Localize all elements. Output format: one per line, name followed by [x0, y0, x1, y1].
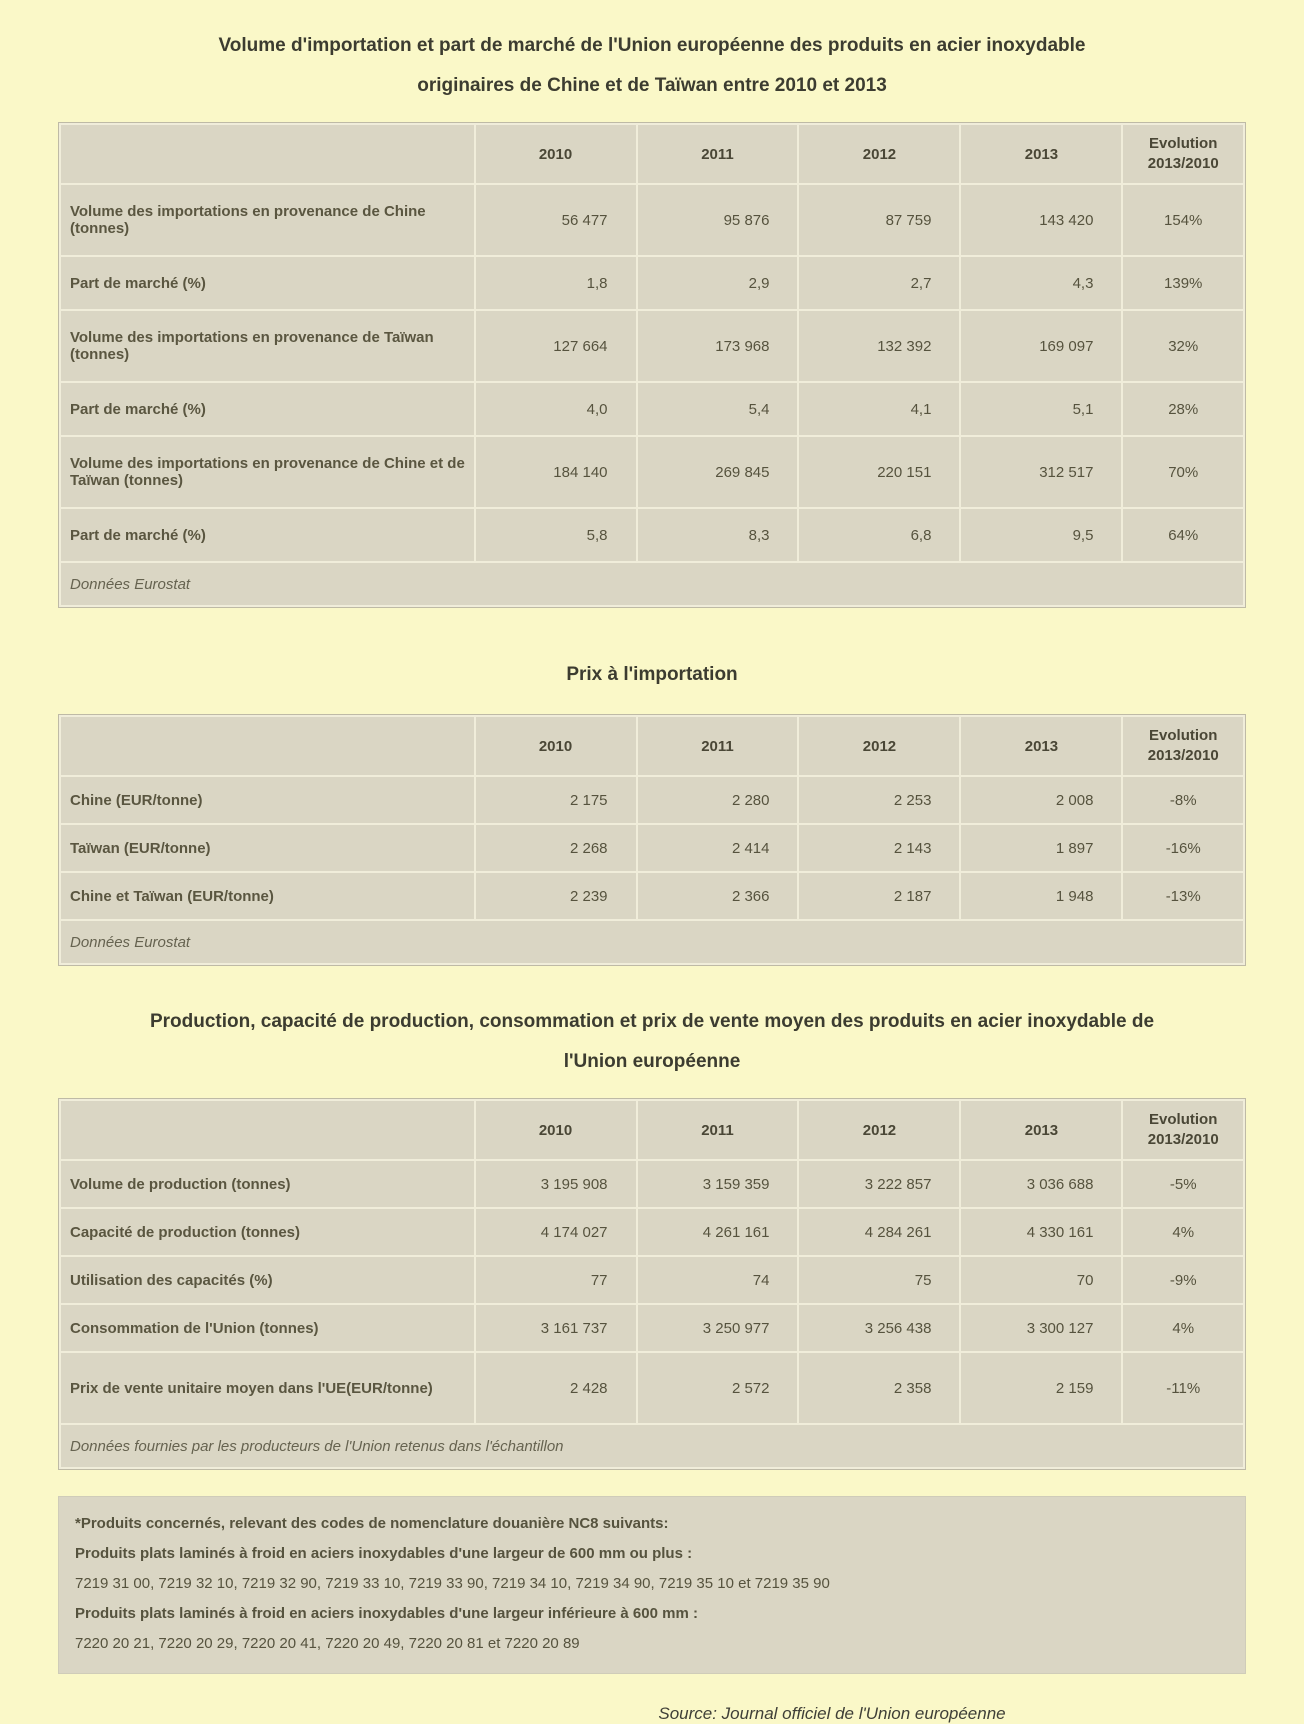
- value-2011: 2 366: [638, 873, 798, 919]
- value-2013: 2 008: [961, 777, 1121, 823]
- value-2012: 87 759: [799, 185, 959, 255]
- row-label: Consommation de l'Union (tonnes): [61, 1305, 474, 1351]
- table-row: [61, 1161, 1243, 1207]
- production-table-title-line1: Production, capacité de production, consommation et prix de vente moyen des produits en acier inoxydable de: [149, 1011, 1155, 1032]
- value-2013: 2 159: [961, 1353, 1121, 1423]
- value-evolution: 4%: [1123, 1305, 1243, 1351]
- table-source-note: Données fournies par les producteurs de l'Union retenus dans l'échantillon: [61, 1425, 1243, 1467]
- table-row: [61, 509, 1243, 561]
- row-label: Chine et Taïwan (EUR/tonne): [61, 873, 474, 919]
- value-2011: 74: [638, 1257, 798, 1303]
- value-evolution: -8%: [1123, 777, 1243, 823]
- table-row: [61, 873, 1243, 919]
- row-label: Volume des importations en provenance de Chine (tonnes): [61, 185, 474, 255]
- row-label: Part de marché (%): [61, 257, 474, 309]
- evolution-header-line1: Evolution: [1149, 727, 1218, 744]
- value-2012: 2 253: [799, 777, 959, 823]
- value-2010: 77: [476, 1257, 636, 1303]
- value-2011: 3 159 359: [638, 1161, 798, 1207]
- value-evolution: 64%: [1123, 509, 1243, 561]
- value-evolution: 32%: [1123, 311, 1243, 381]
- row-label: Capacité de production (tonnes): [61, 1209, 474, 1255]
- row-label: Part de marché (%): [61, 509, 474, 561]
- table-footer-row: [61, 921, 1243, 963]
- header-row: [61, 1101, 1243, 1159]
- value-2012: 3 222 857: [799, 1161, 959, 1207]
- nc8-codes-note: [58, 1496, 1246, 1674]
- table-footer-row: [61, 563, 1243, 605]
- value-2013: 4 330 161: [961, 1209, 1121, 1255]
- production-table: [58, 1098, 1246, 1470]
- value-evolution: -13%: [1123, 873, 1243, 919]
- table-row: [61, 257, 1243, 309]
- value-2011: 2 414: [638, 825, 798, 871]
- note-codes-wide: 7219 31 00, 7219 32 10, 7219 32 90, 7219 33 10, 7219 33 90, 7219 34 10, 7219 34 90, 7219 35 10 et 7219 35 90: [75, 1575, 830, 1592]
- table-source-note: Données Eurostat: [61, 563, 1243, 605]
- value-2013: 169 097: [961, 311, 1121, 381]
- value-2011: 2 280: [638, 777, 798, 823]
- corner-cell: [61, 1101, 474, 1159]
- value-2010: 1,8: [476, 257, 636, 309]
- row-label: Taïwan (EUR/tonne): [61, 825, 474, 871]
- value-evolution: 28%: [1123, 383, 1243, 435]
- corner-cell: [61, 717, 474, 775]
- value-2011: 269 845: [638, 437, 798, 507]
- note-heading: *Produits concernés, relevant des codes de nomenclature douanière NC8 suivants:: [75, 1515, 669, 1532]
- table-row: [61, 437, 1243, 507]
- value-2011: 4 261 161: [638, 1209, 798, 1255]
- col-header-2012: 2012: [799, 717, 959, 775]
- table-row: [61, 777, 1243, 823]
- value-2013: 1 897: [961, 825, 1121, 871]
- col-header-2010: 2010: [476, 125, 636, 183]
- table-row: [61, 311, 1243, 381]
- col-header-2010: 2010: [476, 717, 636, 775]
- note-products-narrow-label: Produits plats laminés à froid en aciers inoxydables d'une largeur inférieure à 600 mm :: [75, 1605, 698, 1622]
- value-2010: 2 239: [476, 873, 636, 919]
- row-label: Volume des importations en provenance de Chine et de Taïwan (tonnes): [61, 437, 474, 507]
- value-2013: 5,1: [961, 383, 1121, 435]
- evolution-header-line2: 2013/2010: [1147, 1131, 1219, 1148]
- value-2012: 4,1: [799, 383, 959, 435]
- value-2011: 173 968: [638, 311, 798, 381]
- value-2012: 2,7: [799, 257, 959, 309]
- value-2013: 143 420: [961, 185, 1121, 255]
- table-source-note: Données Eurostat: [61, 921, 1243, 963]
- value-2010: 4 174 027: [476, 1209, 636, 1255]
- value-2010: 5,8: [476, 509, 636, 561]
- row-label: Utilisation des capacités (%): [61, 1257, 474, 1303]
- col-header-2011: 2011: [638, 125, 798, 183]
- col-header-2011: 2011: [638, 717, 798, 775]
- evolution-header-line1: Evolution: [1149, 1111, 1218, 1128]
- imports-table: [58, 122, 1246, 608]
- value-2010: 2 428: [476, 1353, 636, 1423]
- production-table-title-line2: l'Union européenne: [563, 1051, 741, 1072]
- col-header-evolution: [1123, 125, 1243, 183]
- table-footer-row: [61, 1425, 1243, 1467]
- value-2010: 56 477: [476, 185, 636, 255]
- value-2012: 6,8: [799, 509, 959, 561]
- prices-table-title: Prix à l'importation: [566, 664, 738, 685]
- value-2012: 4 284 261: [799, 1209, 959, 1255]
- corner-cell: [61, 125, 474, 183]
- value-2011: 3 250 977: [638, 1305, 798, 1351]
- value-evolution: -16%: [1123, 825, 1243, 871]
- document-source: Source: Journal officiel de l'Union européenne: [658, 1704, 1006, 1723]
- value-2013: 4,3: [961, 257, 1121, 309]
- table-row: [61, 825, 1243, 871]
- value-2011: 2,9: [638, 257, 798, 309]
- imports-table-title: [58, 26, 1246, 106]
- value-evolution: -11%: [1123, 1353, 1243, 1423]
- col-header-evolution: [1123, 1101, 1243, 1159]
- value-2010: 4,0: [476, 383, 636, 435]
- value-2011: 8,3: [638, 509, 798, 561]
- value-2012: 2 187: [799, 873, 959, 919]
- table-row: [61, 1257, 1243, 1303]
- col-header-2013: 2013: [961, 125, 1121, 183]
- value-2013: 9,5: [961, 509, 1121, 561]
- row-label: Volume de production (tonnes): [61, 1161, 474, 1207]
- value-2013: 312 517: [961, 437, 1121, 507]
- evolution-header-line1: Evolution: [1149, 135, 1218, 152]
- header-row: [61, 125, 1243, 183]
- value-2012: 75: [799, 1257, 959, 1303]
- value-2012: 220 151: [799, 437, 959, 507]
- value-2010: 184 140: [476, 437, 636, 507]
- value-evolution: 154%: [1123, 185, 1243, 255]
- note-products-wide-label: Produits plats laminés à froid en aciers inoxydables d'une largeur de 600 mm ou plus :: [75, 1545, 693, 1562]
- row-label: Part de marché (%): [61, 383, 474, 435]
- table-row: [61, 1353, 1243, 1423]
- production-table-title: [58, 1002, 1246, 1082]
- evolution-header-line2: 2013/2010: [1147, 747, 1219, 764]
- row-label: Prix de vente unitaire moyen dans l'UE(EUR/tonne): [61, 1353, 474, 1423]
- row-label: Volume des importations en provenance de Taïwan (tonnes): [61, 311, 474, 381]
- note-codes-narrow: 7220 20 21, 7220 20 29, 7220 20 41, 7220 20 49, 7220 20 81 et 7220 20 89: [75, 1635, 580, 1652]
- value-2010: 2 268: [476, 825, 636, 871]
- value-2012: 2 358: [799, 1353, 959, 1423]
- value-2012: 132 392: [799, 311, 959, 381]
- imports-table-title-line2: originaires de Chine et de Taïwan entre 2010 et 2013: [417, 75, 887, 96]
- value-evolution: 70%: [1123, 437, 1243, 507]
- table-row: [61, 1209, 1243, 1255]
- col-header-2010: 2010: [476, 1101, 636, 1159]
- value-2011: 2 572: [638, 1353, 798, 1423]
- value-evolution: -5%: [1123, 1161, 1243, 1207]
- row-label: Chine (EUR/tonne): [61, 777, 474, 823]
- table-row: [61, 383, 1243, 435]
- col-header-2012: 2012: [799, 1101, 959, 1159]
- evolution-header-line2: 2013/2010: [1147, 155, 1219, 172]
- col-header-evolution: [1123, 717, 1243, 775]
- header-row: [61, 717, 1243, 775]
- value-2010: 127 664: [476, 311, 636, 381]
- table-row: [61, 185, 1243, 255]
- value-2013: 3 036 688: [961, 1161, 1121, 1207]
- value-2013: 70: [961, 1257, 1121, 1303]
- value-2012: 2 143: [799, 825, 959, 871]
- value-evolution: 4%: [1123, 1209, 1243, 1255]
- value-2011: 95 876: [638, 185, 798, 255]
- value-evolution: -9%: [1123, 1257, 1243, 1303]
- value-2013: 1 948: [961, 873, 1121, 919]
- col-header-2013: 2013: [961, 717, 1121, 775]
- value-2012: 3 256 438: [799, 1305, 959, 1351]
- value-2011: 5,4: [638, 383, 798, 435]
- imports-table-title-line1: Volume d'importation et part de marché de l'Union européenne des produits en acier inoxydable: [218, 35, 1086, 56]
- table-row: [61, 1305, 1243, 1351]
- value-evolution: 139%: [1123, 257, 1243, 309]
- prices-table: [58, 714, 1246, 966]
- value-2010: 3 161 737: [476, 1305, 636, 1351]
- col-header-2012: 2012: [799, 125, 959, 183]
- value-2010: 2 175: [476, 777, 636, 823]
- value-2010: 3 195 908: [476, 1161, 636, 1207]
- col-header-2013: 2013: [961, 1101, 1121, 1159]
- value-2013: 3 300 127: [961, 1305, 1121, 1351]
- col-header-2011: 2011: [638, 1101, 798, 1159]
